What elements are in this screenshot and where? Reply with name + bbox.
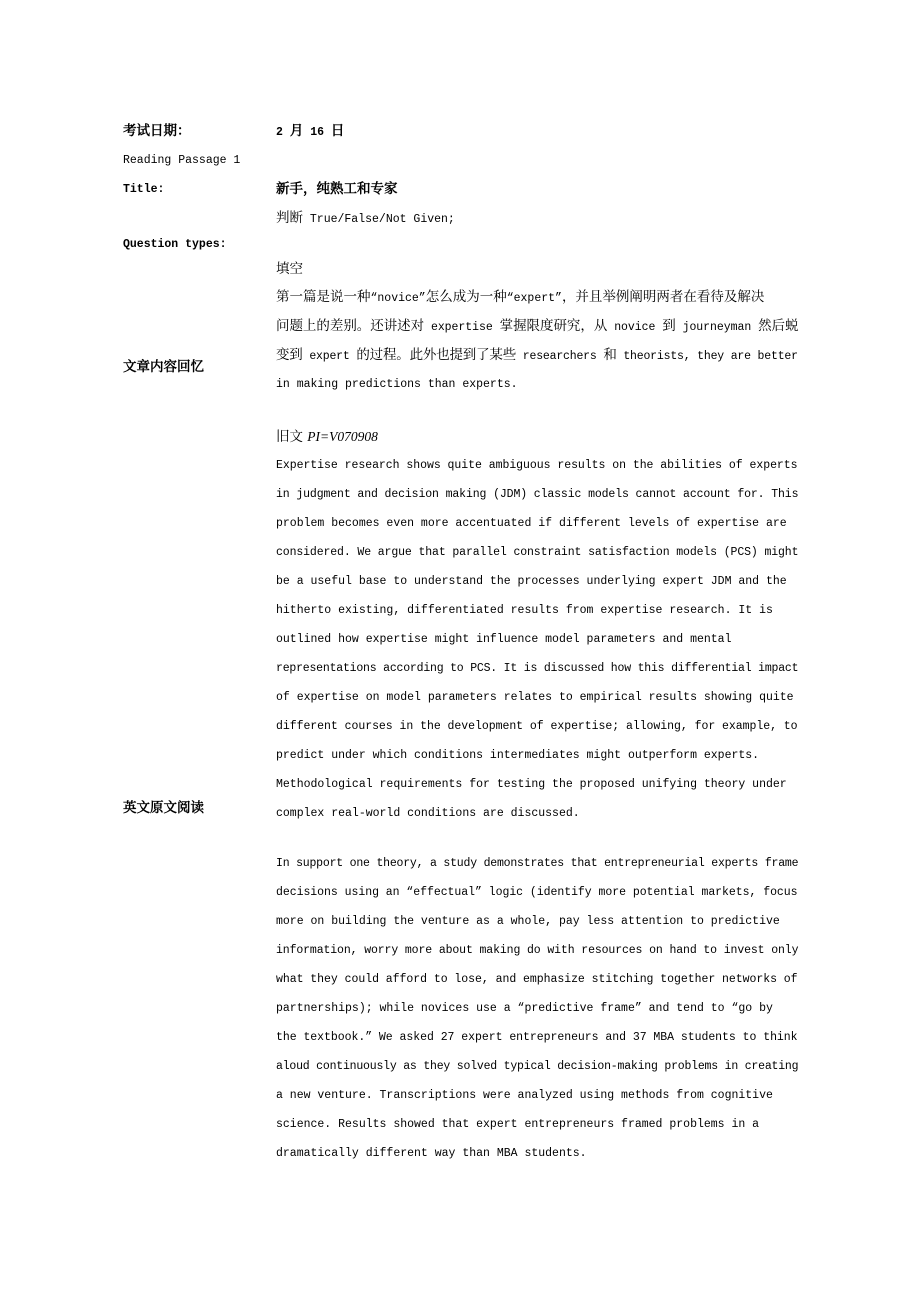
old-text-code: PI=V070908 xyxy=(307,428,378,444)
exam-date-value: 2 月 16 日 xyxy=(276,122,345,139)
original-paragraph xyxy=(276,849,798,1168)
paragraph-line: aloud continuously as they solved typical decision-making problems in creating xyxy=(276,1059,799,1073)
passage-label: Reading Passage 1 xyxy=(123,153,241,167)
paragraph-line: information, worry more about making do with resources on hand to invest only xyxy=(276,943,799,957)
old-text-line xyxy=(276,422,378,451)
paragraph-line: science. Results showed that expert entrepreneurs framed problems in a xyxy=(276,1117,760,1131)
paragraph-line: Methodological requirements for testing the proposed unifying theory under xyxy=(276,777,787,791)
recall-label: 文章内容回忆 xyxy=(123,358,204,375)
paragraph-line: considered. We argue that parallel constraint satisfaction models (PCS) might xyxy=(276,545,799,559)
recall-line: 问题上的差别。还讲述对 expertise 掌握限度研究，从 novice 到 journeyman 然后蜕 xyxy=(276,317,799,334)
question-type-item: 判断 True/False/Not Given; xyxy=(276,209,455,226)
title-value: 新手，纯熟工和专家 xyxy=(276,180,398,197)
paragraph-line: of expertise on model parameters relates to empirical results showing quite xyxy=(276,690,794,704)
old-text-prefix: 旧文 xyxy=(276,428,308,445)
paragraph-line: what they could afford to lose, and emphasize stitching together networks of xyxy=(276,972,798,986)
paragraph-line: in judgment and decision making (JDM) classic models cannot account for. This xyxy=(276,487,799,501)
paragraph-line: hitherto existing, differentiated results from expertise research. It is xyxy=(276,603,773,617)
question-types-label: Question types: xyxy=(123,237,227,251)
paragraph-line: predict under which conditions intermediates might outperform experts. xyxy=(276,748,760,762)
paragraph-line: Expertise research shows quite ambiguous results on the abilities of experts xyxy=(276,458,798,472)
paragraph-line: dramatically different way than MBA students. xyxy=(276,1146,587,1160)
paragraph-line: complex real-world conditions are discussed. xyxy=(276,806,580,820)
recall-line: 第一篇是说一种“novice”怎么成为一种“expert”，并且举例阐明两者在看待及解决 xyxy=(276,288,765,305)
original-paragraph xyxy=(276,451,798,828)
paragraph-line: different courses in the development of expertise; allowing, for example, to xyxy=(276,719,798,733)
exam-date-label: 考试日期： xyxy=(123,122,191,139)
paragraph-line: more on building the venture as a whole, pay less attention to predictive xyxy=(276,914,780,928)
recall-text xyxy=(276,283,798,399)
recall-line: 变到 expert 的过程。此外也提到了某些 researchers 和 theorists, they are better xyxy=(276,346,798,363)
paragraph-line: outlined how expertise might influence model parameters and mental xyxy=(276,632,732,646)
paragraph-line: the textbook.” We asked 27 expert entrepreneurs and 37 MBA students to think xyxy=(276,1030,798,1044)
paragraph-line: partnerships); while novices use a “predictive frame” and tend to “go by xyxy=(276,1001,773,1015)
paragraph-line: a new venture. Transcriptions were analyzed using methods from cognitive xyxy=(276,1088,773,1102)
recall-line: in making predictions than experts. xyxy=(276,377,518,391)
paragraph-line: In support one theory, a study demonstrates that entrepreneurial experts frame xyxy=(276,856,799,870)
title-label: Title: xyxy=(123,182,165,196)
paragraph-line: be a useful base to understand the processes underlying expert JDM and the xyxy=(276,574,787,588)
paragraph-line: decisions using an “effectual” logic (identify more potential markets, focus xyxy=(276,885,798,899)
original-label: 英文原文阅读 xyxy=(123,799,204,816)
paragraph-line: problem becomes even more accentuated if different levels of expertise are xyxy=(276,516,787,530)
paragraph-line: representations according to PCS. It is discussed how this differential impact xyxy=(276,661,799,675)
question-type-item: 填空 xyxy=(276,260,303,277)
